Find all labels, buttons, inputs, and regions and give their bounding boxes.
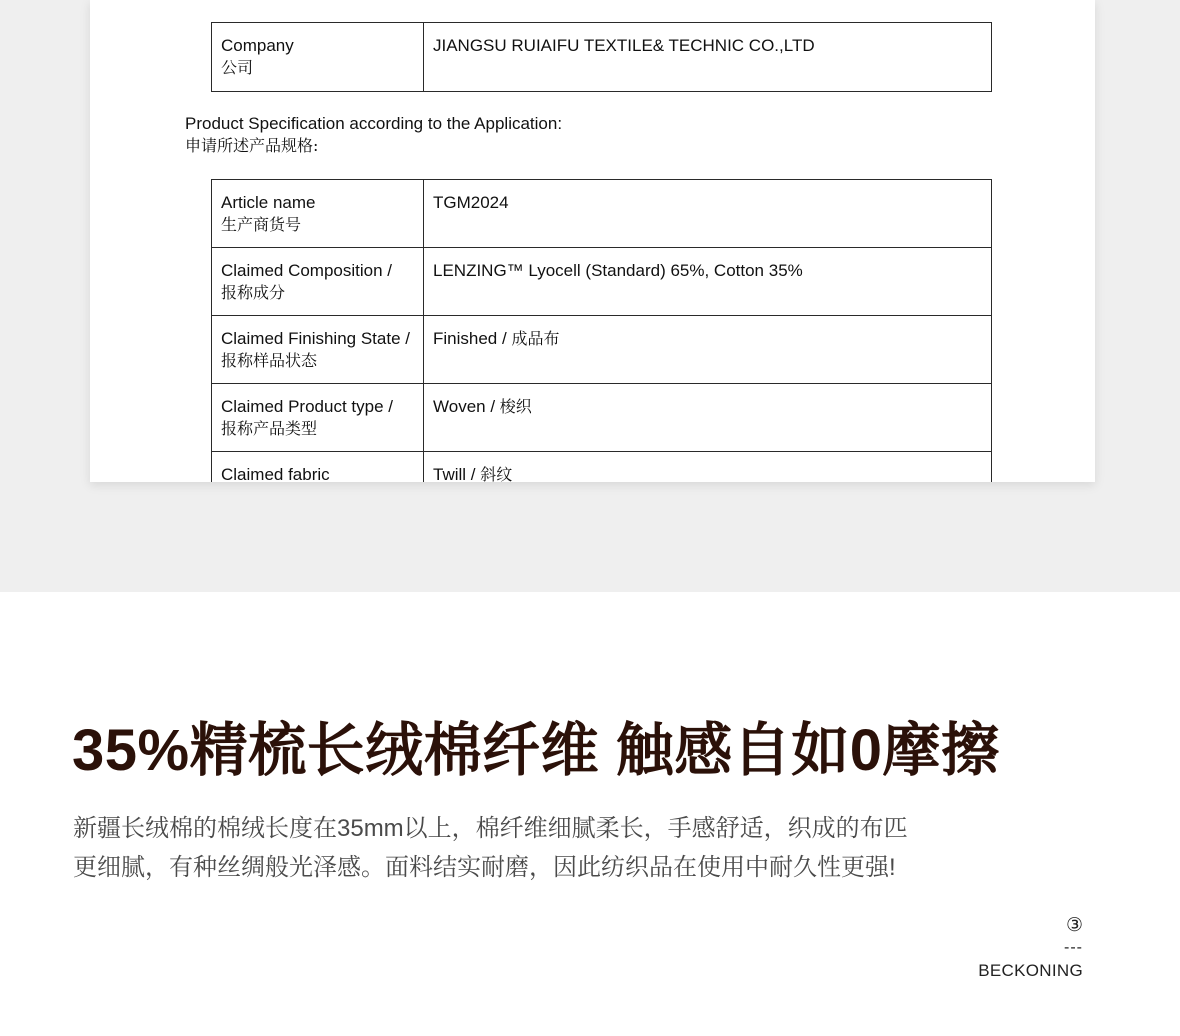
headline: 35%精梳长绒棉纤维 触感自如0摩擦 (72, 718, 1000, 783)
section-title-en: Product Specification according to the Application: (185, 114, 563, 133)
page-number: ③ (1065, 915, 1083, 936)
description (73, 809, 1053, 887)
spec-row-finishing-state (212, 316, 992, 384)
document-page (90, 0, 1095, 482)
description-line: 新疆长绒棉的棉绒长度在35mm以上，棉纤维细腻柔长，手感舒适，织成的布匹 (73, 815, 908, 842)
spec-row-fabric (212, 452, 992, 483)
spec-label-en: Claimed Finishing State / (221, 329, 410, 348)
spec-row-composition (212, 248, 992, 316)
company-value-cell (424, 23, 992, 92)
brand-name: BECKONING (978, 961, 1083, 980)
spec-value-en: TGM2024 (433, 193, 509, 212)
footer (978, 914, 1083, 982)
company-label-en: Company (221, 36, 294, 55)
spec-row-article-name (212, 180, 992, 248)
spec-value-zh: 成品布 (511, 329, 560, 348)
spec-label-en: Claimed Product type / (221, 397, 393, 416)
spec-label-cell (212, 248, 424, 316)
product-spec-table (211, 179, 992, 482)
company-table (211, 22, 992, 92)
description-line: 更细腻，有种丝绸般光泽感。面料结实耐磨，因此纺织品在使用中耐久性更强! (73, 854, 896, 881)
footer-divider: --- (1064, 939, 1083, 956)
company-label-zh: 公司 (221, 58, 254, 77)
spec-label-cell (212, 180, 424, 248)
spec-value-cell (424, 180, 992, 248)
spec-value-en: Woven / (433, 397, 500, 416)
spec-value-cell (424, 452, 992, 483)
spec-value-zh: 梭织 (499, 397, 532, 416)
spec-row-product-type (212, 384, 992, 452)
spec-label-cell (212, 452, 424, 483)
spec-label-zh: 报称产品类型 (221, 419, 318, 438)
section-title (185, 113, 562, 157)
spec-label-en: Article name (221, 193, 316, 212)
spec-value-en: Finished / (433, 329, 512, 348)
company-label-cell (212, 23, 424, 92)
spec-label-cell (212, 316, 424, 384)
spec-label-en: Claimed Composition / (221, 261, 393, 280)
spec-label-en: Claimed fabric (221, 465, 330, 482)
spec-value-zh: 斜纹 (480, 465, 513, 482)
spec-value-cell (424, 384, 992, 452)
spec-label-cell (212, 384, 424, 452)
spec-value-cell (424, 316, 992, 384)
spec-label-zh: 生产商货号 (221, 215, 302, 234)
spec-label-zh: 报称样品状态 (221, 351, 318, 370)
spec-label-zh: 报称成分 (221, 283, 286, 302)
company-row (212, 23, 992, 92)
spec-value-en: Twill / (433, 465, 481, 482)
spec-value-cell (424, 248, 992, 316)
section-title-zh: 申请所述产品规格: (185, 136, 319, 155)
spec-value-en: LENZING™ Lyocell (Standard) 65%, Cotton 35% (433, 261, 803, 280)
company-value: JIANGSU RUIAIFU TEXTILE& TECHNIC CO.,LTD (433, 36, 815, 55)
